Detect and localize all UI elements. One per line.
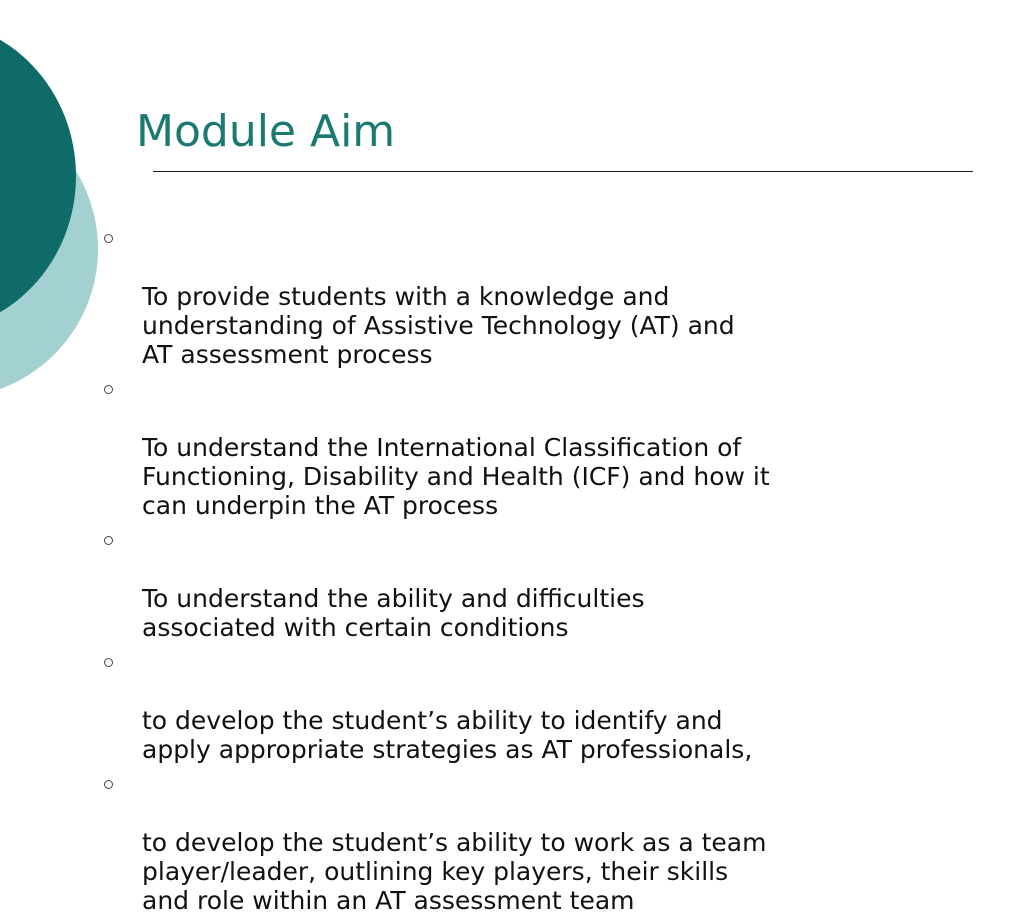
bullet-text: To understand the International Classification of Functioning, Disability and Health (ICF) and how it can underpin the AT process: [142, 433, 770, 520]
list-item: [104, 224, 904, 369]
list-item: [104, 375, 904, 520]
bullet-text: To provide students with a knowledge and understanding of Assistive Technology (AT) and AT assessment process: [142, 282, 735, 369]
hollow-circle-bullet-icon: [104, 536, 113, 545]
hollow-circle-bullet-icon: [104, 658, 113, 667]
hollow-circle-bullet-icon: [104, 780, 113, 789]
list-item: [104, 648, 904, 764]
bullet-text: to develop the student’s ability to identify and apply appropriate strategies as AT professionals,: [142, 706, 753, 764]
hollow-circle-bullet-icon: [104, 234, 113, 243]
list-item: [104, 770, 904, 915]
bullet-text: To understand the ability and difficulties associated with certain conditions: [142, 584, 645, 642]
hollow-circle-bullet-icon: [104, 385, 113, 394]
bullet-list: [104, 224, 904, 921]
bullet-text: to develop the student’s ability to work as a team player/leader, outlining key players, their skills and role within an AT assessment team: [142, 828, 767, 915]
title-underline-rule: [153, 171, 973, 172]
slide-title: Module Aim: [136, 106, 396, 157]
list-item: [104, 526, 904, 642]
